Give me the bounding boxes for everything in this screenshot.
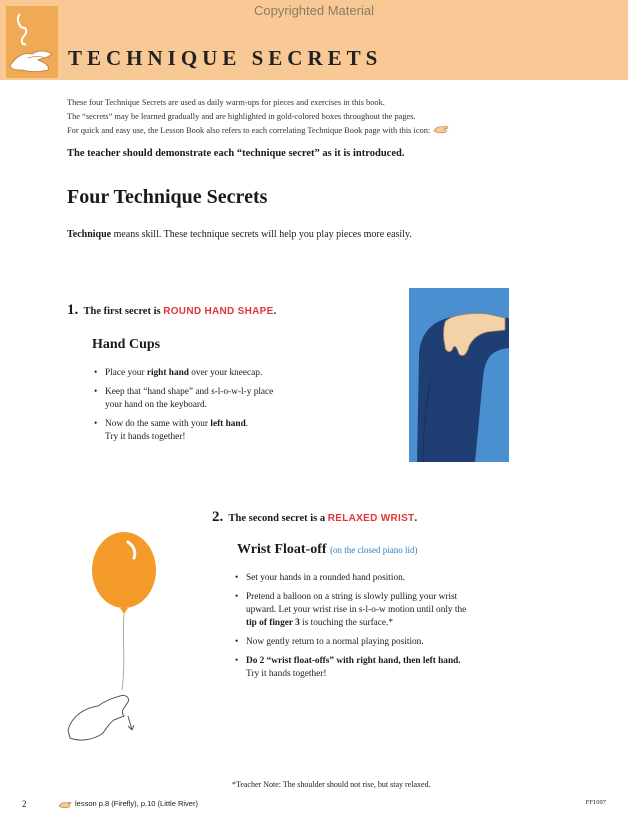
intro-line: The “secrets” may be learned gradually and are highlighted in gold-colored boxes throughout the pages. (67, 112, 416, 121)
teacher-note-text: The shoulder should not rise, but stay relaxed. (280, 780, 431, 789)
bullet-item (94, 386, 394, 412)
bullet-item (94, 367, 394, 380)
bullet-text: • Keep that “hand shape” and s-l-o-w-l-y place (105, 387, 274, 397)
bullet-item (235, 572, 575, 585)
intro-line: These four Technique Secrets are used as daily warm-ups for pieces and exercises in this book. (67, 98, 385, 107)
secret-highlight: ROUND HAND SHAPE (163, 306, 274, 317)
secret-end: . (273, 306, 277, 317)
secret-lead: The first secret is (83, 306, 164, 317)
teacher-instruction: The teacher should demonstrate each “technique secret” as it is introduced. (67, 148, 405, 159)
definition-term: Technique (67, 229, 112, 240)
bullet-bold: tip of finger 3 (246, 618, 300, 628)
page-number: 2 (22, 799, 27, 809)
teacher-note (232, 780, 431, 789)
section-title: Four Technique Secrets (67, 186, 268, 208)
bullet-text: Now gently return to a normal playing position. (246, 637, 424, 647)
bullet-text: . (245, 419, 249, 429)
small-hand-icon (58, 800, 72, 808)
bullet-bold: Do 2 “wrist float-offs” with right hand, then left hand. (246, 656, 461, 666)
secret-end: . (414, 513, 418, 524)
bullet-text: • Pretend a balloon on a string is slowly pulling your wrist (246, 592, 458, 602)
secret-number: 2. (212, 509, 224, 525)
technique-definition (67, 229, 412, 240)
teacher-note-label: *Teacher Note: (232, 780, 281, 789)
bullet-text: your hand on the keyboard. (105, 400, 207, 410)
bullet-text: upward. Let your wrist rise in s-l-o-w motion until only the (246, 605, 467, 615)
secret-highlight: RELAXED WRIST (327, 513, 415, 524)
secret-number: 1. (67, 302, 79, 318)
copyright-watermark: Copyrighted Material (254, 3, 374, 18)
hand-cups-title: Hand Cups (92, 337, 161, 352)
lesson-reference (58, 799, 198, 808)
bullet-text: Place your (105, 368, 147, 378)
intro-paragraph (67, 96, 587, 138)
intro-line-text: For quick and easy use, the Lesson Book also refers to each correlating Technique Book page with this icon: (67, 126, 431, 135)
secret-1-heading (67, 302, 276, 319)
subtitle-text: Wrist Float-off (237, 542, 327, 557)
bullet-text: is touching the surface.* (299, 618, 394, 628)
bullet-text: over your kneecap. (188, 368, 263, 378)
wrist-float-off-title (237, 542, 418, 558)
subtitle-note: (on the closed piano lid) (330, 545, 418, 555)
balloon-illustration (62, 530, 172, 750)
small-hand-icon (433, 124, 449, 138)
intro-line (67, 124, 587, 138)
bullet-item (235, 636, 575, 649)
knee-hand-illustration (409, 288, 509, 462)
secret-2-bullets (235, 572, 575, 687)
bullet-text: Try it hands together! (246, 669, 327, 679)
secret-1-bullets (94, 367, 394, 450)
bullet-bold: right hand (146, 368, 189, 378)
product-code: FF1097 (585, 799, 606, 806)
balloon-icon (62, 530, 172, 750)
bullet-item (94, 418, 394, 444)
lesson-reference-text: lesson p.8 (Firefly), p.10 (Little River) (75, 799, 198, 808)
secret-lead: The second secret is a (228, 513, 328, 524)
page-title: TECHNIQUE SECRETS (68, 46, 383, 70)
secret-2-heading (212, 509, 417, 526)
bullet-item (235, 591, 575, 630)
bullet-text: Try it hands together! (105, 432, 186, 442)
definition-text: means skill. These technique secrets will help you play pieces more easily. (111, 229, 412, 240)
bullet-text: Now do the same with your (105, 419, 211, 429)
bullet-bold: left hand (210, 419, 246, 429)
bullet-item (235, 655, 575, 681)
bullet-text: Set your hands in a rounded hand position. (246, 573, 406, 583)
